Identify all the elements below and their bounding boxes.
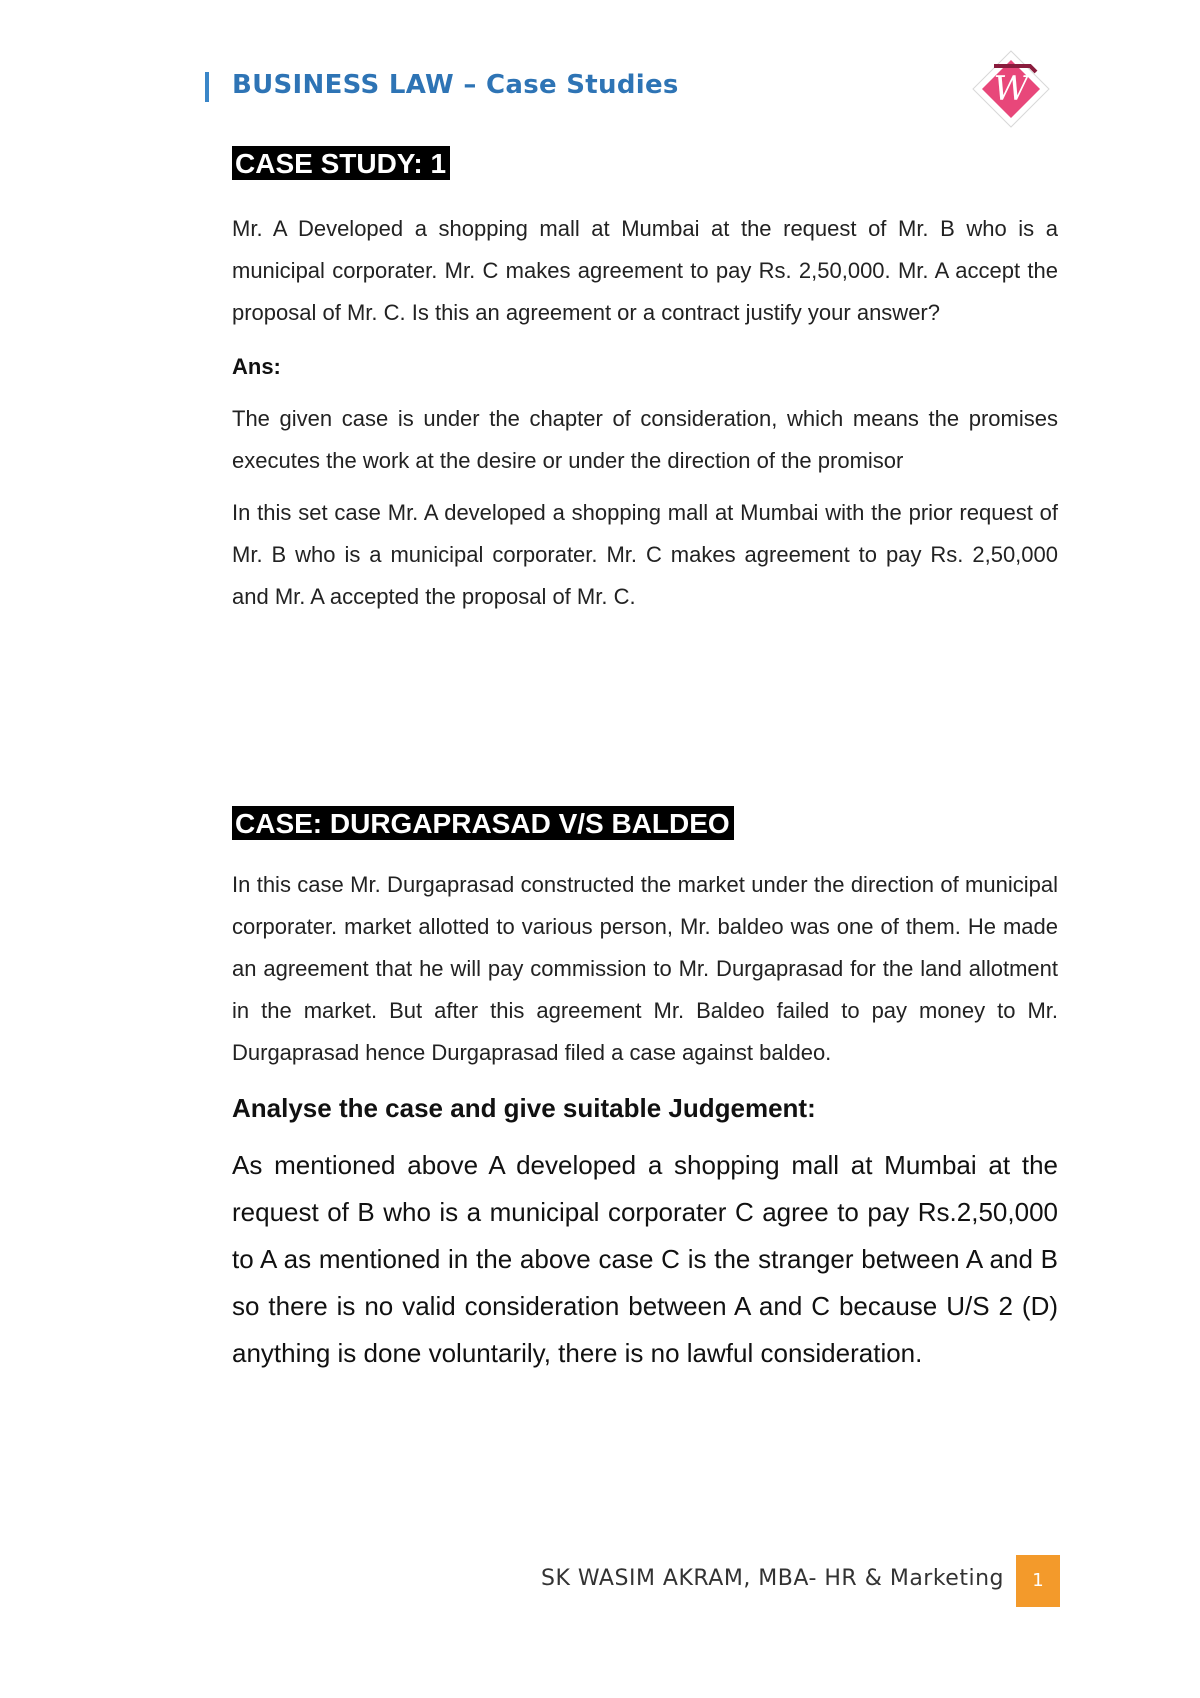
case-study-1-heading-wrap xyxy=(232,146,1058,180)
footer-author: SK WASIM AKRAM, MBA- HR & Marketing xyxy=(541,1566,1004,1591)
case-2-body xyxy=(232,864,1058,1377)
header-accent-bar xyxy=(205,72,209,102)
case-study-1-body xyxy=(232,208,1058,618)
case-2-heading: CASE: DURGAPRASAD V/S BALDEO xyxy=(232,806,734,840)
case-2-facts: In this case Mr. Durgaprasad constructed the market under the direction of municipal corporater. market allotted to various person, Mr. baldeo was one of them. He made an agreement that he will pay commission to Mr. Durgaprasad for the land allotment in the market. But after this agreement Mr. Baldeo failed to pay money to Mr. Durgaprasad hence Durgaprasad filed a case against baldeo. xyxy=(232,872,1058,1065)
case-study-1-question: Mr. A Developed a shopping mall at Mumbai at the request of Mr. B who is a municipal corporater. Mr. C makes agreement to pay Rs. 2,50,000. Mr. A accept the proposal of Mr. C. Is this an agreement or a contract justify your answer? xyxy=(232,216,1058,325)
svg-text:W: W xyxy=(993,69,1029,109)
document-title: BUSINESS LAW – Case Studies xyxy=(232,70,679,100)
w-logo-icon xyxy=(970,48,1052,130)
answer-label: Ans: xyxy=(232,354,281,379)
judgement-paragraph: As mentioned above A developed a shopping mall at Mumbai at the request of B who is a municipal corporater C agree to pay Rs.2,50,000 to A as mentioned in the above case C is the stranger between A and B so there is no valid consideration between A and C because U/S 2 (D) anything is done voluntarily, there is no lawful consideration. xyxy=(232,1150,1058,1368)
answer-paragraph-2: In this set case Mr. A developed a shopping mall at Mumbai with the prior request of Mr. B who is a municipal corporater. Mr. C makes agreement to pay Rs. 2,50,000 and Mr. A accepted the proposal of Mr. C. xyxy=(232,500,1058,609)
page-number: 1 xyxy=(1016,1555,1060,1607)
judgement-subheading: Analyse the case and give suitable Judgement: xyxy=(232,1093,816,1123)
case-2-heading-wrap xyxy=(232,806,1058,840)
answer-paragraph-1: The given case is under the chapter of consideration, which means the promises executes the work at the desire or under the direction of the promisor xyxy=(232,406,1058,473)
case-study-1-heading: CASE STUDY: 1 xyxy=(232,146,450,180)
